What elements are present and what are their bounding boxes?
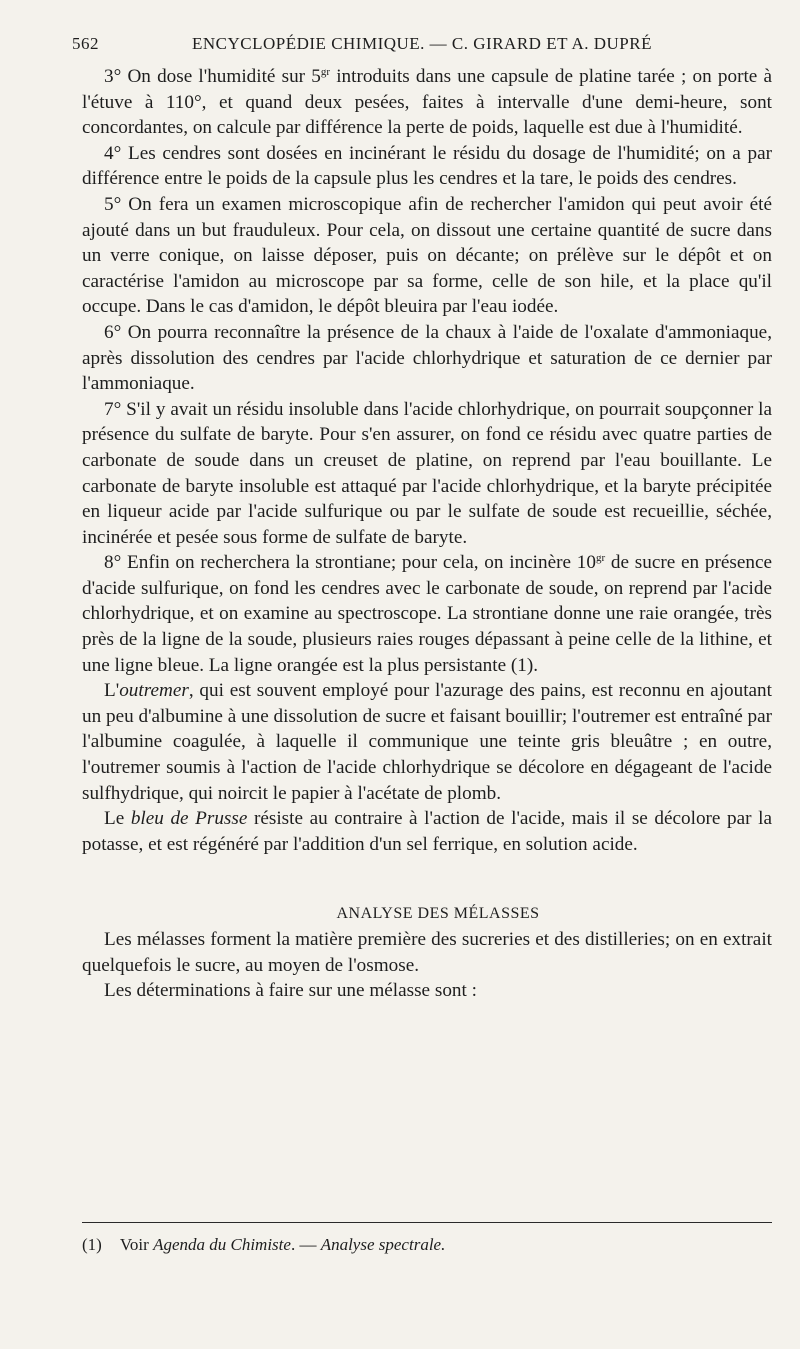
footnote-text-b: . — [290, 1235, 321, 1254]
gram-superscript: gr [595, 552, 606, 565]
running-title: ENCYCLOPÉDIE CHIMIQUE. — C. GIRARD ET A. DUPRÉ [192, 34, 652, 53]
gram-superscript: gr [320, 66, 331, 78]
bleu-term: bleu de Prusse [130, 808, 248, 830]
footnote-reference-section: Analyse spectrale. [320, 1235, 446, 1254]
paragraph-bleu-de-prusse [82, 806, 772, 857]
paragraph-outremer [82, 678, 772, 806]
body-text [82, 64, 772, 1004]
paragraph-7-baryte: 7° S'il y avait un résidu insoluble dans l'acide chlorhydrique, on pourrait soupçonner la présence du sulfate de baryte. Pour s'en assurer, on fond ce résidu avec quatre parties de carbonate de soude dans un creuset de platine, on reprend par l'eau bouillante. Le carbonate de baryte insoluble est attaqué par l'acide chlorhydrique, et la baryte précipitée en liqueur acide par l'acide sulfurique ou par le sulfate de soude est recueillie, séchée, incinérée et pesée sous forme de sulfate de baryte. [82, 398, 772, 548]
footnote-marker: (1) [82, 1235, 102, 1254]
paragraph-3-text-b: introduits dans une capsule de platine tarée ; on porte à l'étuve à 110°, et quand deux pesées, faites à intervalle d'une demi-heure, sont concordantes, on calcule par différence la perte de poids, laquelle est due à l'humidité. [82, 66, 772, 139]
footnote-reference-title: Agenda du Chimiste [153, 1235, 291, 1254]
bleu-prefix: Le [104, 808, 131, 830]
paragraph-melasses-intro: Les mélasses forment la matière première des sucreries et des distilleries; on en extrait quelquefois le sucre, au moyen de l'osmose. [82, 929, 772, 976]
paragraph-5-microscopique: 5° On fera un examen microscopique afin de rechercher l'amidon qui peut avoir été ajouté dans un but frauduleux. Pour cela, on dissout une certaine quantité de sucre dans un verre conique, on laisse déposer, puis on décante; on prélève sur le dépôt et on caractérise l'amidon au microscope par sa forme, celle de son hile, et la place qu'il occupe. Dans le cas d'amidon, le dépôt bleuira par l'eau iodée. [82, 193, 772, 318]
outremer-term: outremer [119, 680, 189, 702]
paragraph-4-cendres: 4° Les cendres sont dosées en incinérant le résidu du dosage de l'humidité; on a par différence entre le poids de la capsule plus les cendres et la tare, le poids des cendres. [82, 142, 772, 190]
footnote-text-a: Voir [119, 1235, 154, 1254]
paragraph-melasses-determinations: Les déterminations à faire sur une mélasse sont : [104, 980, 477, 1002]
paragraph-8-strontiane [82, 550, 772, 678]
footnote-text [120, 1235, 446, 1254]
paragraph-6-chaux: 6° On pourra reconnaître la présence de la chaux à l'aide de l'oxalate d'ammoniaque, après dissolution des cendres par l'acide chlorhydrique et saturation de ce dernier par l'ammoniaque. [82, 321, 772, 395]
paragraph-3-text-a: 3° On dose l'humidité sur 5 [104, 66, 321, 87]
section-heading: ANALYSE DES MÉLASSES [336, 905, 540, 923]
paragraph-8-text-a: 8° Enfin on recherchera la strontiane; pour cela, on incinère 10 [104, 552, 596, 574]
bleu-text: résiste au contraire à l'action de l'acide, mais il se décolore par la potasse, et est régénéré par l'addition d'un sel ferrique, en solution acide. [82, 808, 772, 855]
page-number: 562 [72, 34, 99, 53]
section-gap [82, 857, 772, 901]
footnote-rule [82, 1222, 772, 1223]
page-header [72, 34, 772, 60]
footnote [82, 1234, 772, 1256]
outremer-text: , qui est souvent employé pour l'azurage des pains, est reconnu en ajoutant un peu d'albumine à une dissolution de sucre et faisant bouillir; l'outremer est entraîné par l'albumine coagulée, à laquelle il communique une teinte gris bleuâtre ; en outre, l'outremer soumis à l'action de l'acide chlorhydrique se décolore en dégageant de l'acide sulfhydrique, qui noircit le papier à l'acétate de plomb. [82, 680, 773, 804]
outremer-prefix: L' [104, 680, 120, 702]
paragraph-3-humidite [82, 64, 772, 141]
paragraph-8-text-b: de sucre en présence d'acide sulfurique, on fond les cendres avec le carbonate de soude, on reprend par l'acide chlorhydrique, et on examine au spectroscope. La strontiane donne une raie orangée, très près de la ligne de la soude, plusieurs raies rouges dépassant à peine celle de la lithine, et une ligne bleue. La ligne orangée est la plus persistante (1). [82, 552, 772, 676]
